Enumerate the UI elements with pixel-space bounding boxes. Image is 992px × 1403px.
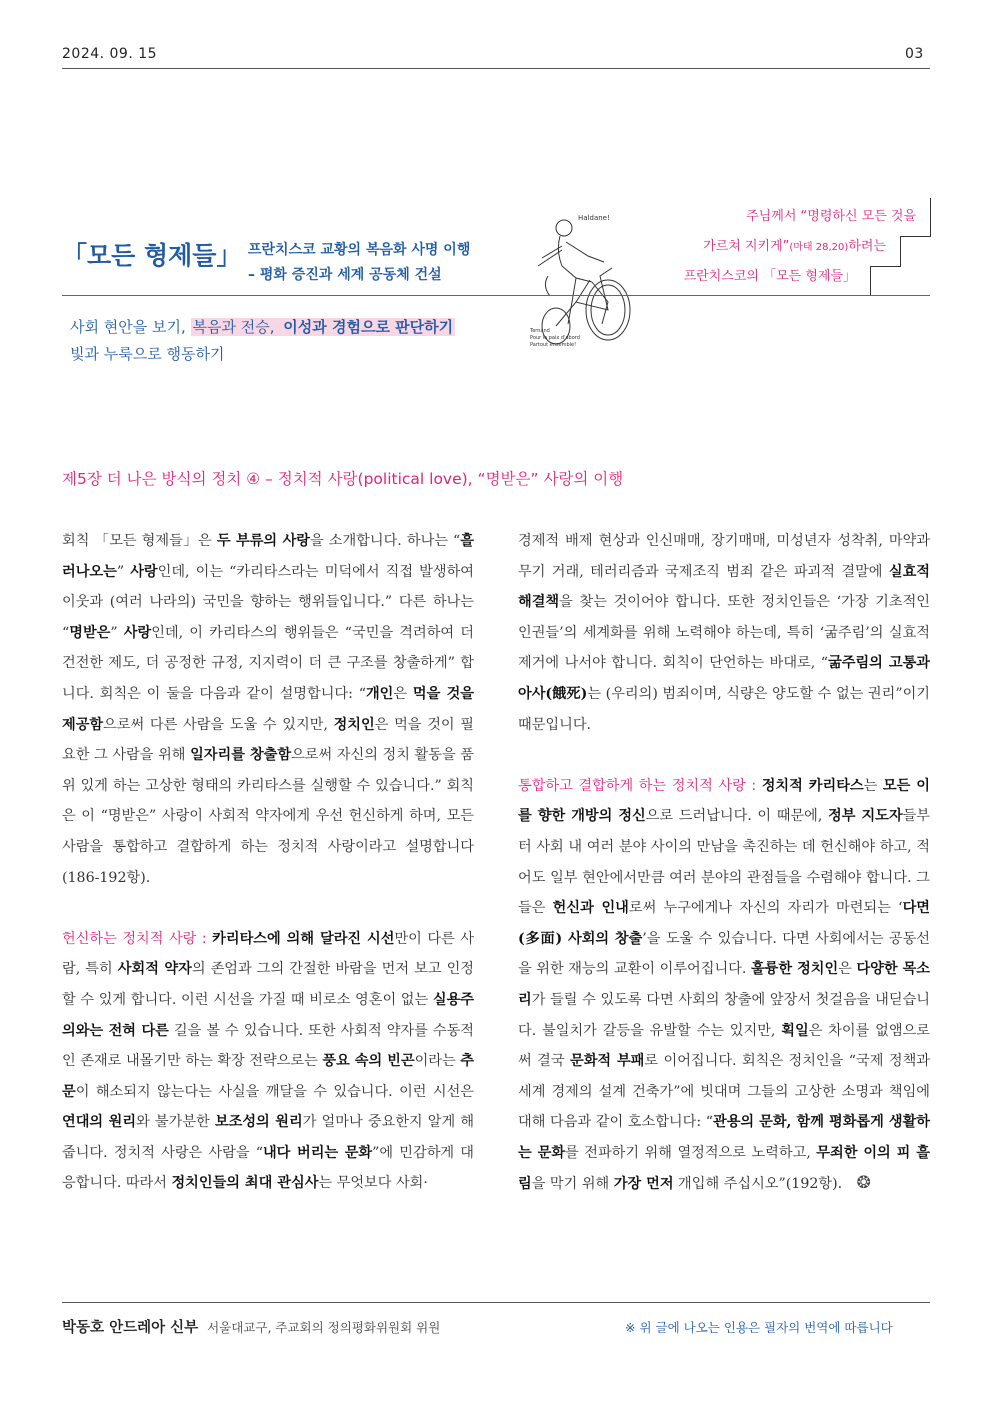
illus-label-top: Haldane! — [578, 214, 610, 222]
body-text: 경제적 배제 현상과 인신매매, 장기매매, 미성년자 성착취, 마약과 무기 거래, 테러리즘과 국제조직 범죄 같은 파괴적 결말에 — [518, 533, 930, 580]
emphasis-text: 획일 — [781, 1022, 809, 1039]
paragraph-two-loves — [62, 526, 474, 893]
emphasis-text: 추문 — [62, 1053, 474, 1100]
emphasis-text: 다양한 목소리 — [518, 961, 930, 1008]
cyclist-illustration — [530, 206, 646, 348]
stair-text-3: 프란치스코의 「모든 형제들」 — [683, 269, 856, 284]
emphasis-text: 정치인들의 최대 관심사 — [171, 1175, 319, 1192]
series-subtitle — [248, 238, 470, 288]
emphasis-text: 내다 버리는 문화 — [262, 1144, 373, 1161]
emphasis-text: 굶주림의 고통과 아사(餓死) — [518, 655, 930, 702]
body-text: ” — [110, 624, 124, 641]
tagline-line-2: 빛과 누룩으로 행동하기 — [70, 345, 225, 363]
bible-reference: (마태 28,20) — [789, 242, 849, 253]
author-description: 서울대교구, 주교회의 정의평화위원회 위원 — [207, 1320, 441, 1335]
stair-text-2-main: 가르쳐 지키게” — [703, 239, 790, 254]
subtitle-line-2: – 평화 증진과 세계 공동체 건설 — [248, 267, 442, 283]
end-mark-icon: ❂ — [856, 1173, 871, 1194]
body-text: 로 이어집니다. 회칙은 정치인을 “국제 정책과 세계 경제의 설계 건축가”에 빗대며 그들의 고상한 소명과 책임에 대해 다음과 같이 호소합니다: “ — [518, 1053, 930, 1131]
header-rule — [62, 295, 930, 296]
emphasis-text: 헌신과 인내 — [552, 900, 629, 917]
translation-note: ※ 위 글에 나오는 인용은 필자의 번역에 따릅니다 — [625, 1320, 893, 1335]
footer-rule — [62, 1302, 930, 1303]
body-text: 으로써 자신의 정치 활동을 품위 있게 하는 고상한 형태의 카리타스를 실행할 수 있습니다.” 회칙은 이 “명받은” 사랑이 사회적 약자에게 우선 헌신하게 하며, 모든 사람을 통합하고 결합하게 하는 정치적 사랑이라고 설명합니다(186-192항). — [62, 747, 474, 886]
body-text: 만이 다른 사람, 특히 — [62, 930, 474, 978]
paragraph-continued — [518, 526, 930, 740]
stair-rule — [930, 198, 931, 236]
emphasis-text: 문화적 부패 — [569, 1053, 645, 1070]
body-text: 은 먹을 것이 필요한 그 사람을 위해 — [62, 716, 474, 764]
emphasis-text: 사랑 — [130, 563, 158, 580]
emphasis-text: 풍요 속의 빈곤 — [322, 1053, 415, 1070]
emphasis-text: 관용의 문화, 함께 평화롭게 생활하는 문화 — [518, 1114, 930, 1161]
body-text: 의 존엄과 그의 간절한 바람을 먼저 보고 인정할 수 있게 합니다. 이런 시선을 가질 때 비로소 영혼이 없는 — [62, 961, 475, 1008]
page-number: 03 — [905, 46, 924, 62]
body-text: 로써 누구에게나 자신의 자리가 마련되는 ‘ — [628, 900, 903, 917]
emphasis-text: 사랑 — [123, 624, 152, 641]
stair-text-1: 주님께서 “명령하신 모든 것을 — [746, 209, 916, 224]
emphasis-text: 훌륭한 정치인 — [750, 961, 839, 978]
body-text: 은 — [838, 961, 857, 978]
stair-text-2-tail: 하려는 — [848, 239, 886, 254]
body-text: 은 — [393, 685, 413, 702]
stair-rule — [870, 266, 871, 295]
emphasis-text: 보조성의 원리 — [214, 1114, 303, 1131]
right-column — [518, 526, 930, 1200]
emphasis-text: 실효적 해결책 — [518, 563, 930, 611]
body-text: 개입해 주십시오”(192항). — [673, 1176, 843, 1193]
body-text: 인데, 이는 “카리타스라는 미덕에서 직접 발생하여 이웃과 (여러 나라의) 국민을 향하는 행위들입니다.” 다른 하나는 “ — [62, 563, 474, 641]
author-credit — [62, 1316, 440, 1337]
emphasis-text: 무죄한 이의 피 흘림 — [518, 1144, 930, 1193]
body-text: ’을 도울 수 있습니다. 다면 사회에서는 공동선을 위한 재능의 교환이 이루어집니다. — [518, 930, 930, 978]
emphasis-text: 먹을 것을 제공함 — [62, 685, 474, 733]
emphasis-text: 다면(多面) 사회의 창출 — [518, 900, 930, 947]
body-text: 는 — [863, 777, 883, 794]
tagline-part-3: 이성과 경험으로 판단하기 — [283, 318, 454, 336]
stair-rule — [900, 236, 901, 266]
issue-date: 2024. 09. 15 — [62, 46, 158, 62]
emphasis-text: 연대의 원리 — [62, 1114, 137, 1131]
subtitle-line-1: 프란치스코 교황의 복음화 사명 이행 — [248, 242, 471, 258]
tagline-part-1: 사회 현안을 보기, — [70, 318, 191, 336]
body-text: 이 해소되지 않는다는 사실을 깨달을 수 있습니다. 이런 시선은 — [75, 1083, 474, 1100]
body-text: 를 전파하기 위해 열정적으로 노력하고, — [565, 1144, 817, 1161]
body-text: 들부터 사회 내 여러 분야 사이의 만남을 촉진하는 데 헌신해야 하고, 적어도 일부 현안에서만큼 여러 분야의 관점들을 수렴해야 합니다. 그들은 — [518, 808, 930, 917]
body-text: 는 무엇보다 사회· — [318, 1175, 428, 1192]
body-text: 이라는 — [414, 1053, 461, 1070]
tagline-line-1 — [70, 312, 455, 342]
emphasis-text: 사회적 약자 — [117, 961, 192, 978]
body-text: 는 (우리의) 범죄이며, 식량은 양도할 수 없는 권리”이기 때문입니다. — [518, 685, 930, 733]
emphasis-text: 두 부류의 사랑 — [216, 533, 311, 549]
stair-text-2 — [703, 235, 886, 254]
body-text: 으로 드러납니다. 이 때문에, — [645, 808, 828, 825]
illus-label-bottom-2: Pour la paix d'abord — [530, 335, 580, 341]
emphasis-text: 가장 먼저 — [613, 1176, 674, 1193]
body-text: 회칙 「모든 형제들」은 — [62, 533, 217, 549]
subheading-uniting-love: 통합하고 결합하게 하는 정치적 사랑 : — [518, 777, 762, 794]
body-text: 가 들릴 수 있도록 다면 사회의 창출에 앞장서 첫걸음을 내딛습니다. 불일치가 갈등을 유발할 수는 있지만, — [518, 991, 930, 1039]
body-text: ” — [116, 563, 131, 580]
subheading-devoted-love: 헌신하는 정치적 사랑 : — [62, 930, 213, 947]
tagline-part-2: 복음과 전승, — [192, 318, 280, 336]
body-text: 와 불가분한 — [136, 1114, 215, 1131]
emphasis-text: 정치적 카리타스 — [761, 777, 864, 794]
body-text: 을 찾는 것이어야 합니다. 또한 정치인들은 ‘가장 기초적인 인권들’의 세계화를 위해 노력해야 하는데, 특히 ‘굶주림’의 실효적 제거에 나서야 합니다. 회칙이 단언하는 바대로, “ — [518, 594, 930, 672]
body-text: 가 얼마나 중요한지 알게 해줍니다. 정치적 사랑은 사람을 “ — [62, 1114, 475, 1161]
paragraph-uniting-love — [518, 771, 930, 1200]
emphasis-text: 카리타스에 의해 달라진 시선 — [212, 930, 395, 947]
stair-rule — [900, 236, 931, 237]
paragraph-devoted-love — [62, 924, 474, 1199]
illus-label-bottom-3: Partout ensemble! — [530, 342, 577, 348]
body-text: 으로써 다른 사람을 도울 수 있지만, — [103, 716, 334, 733]
body-text: 을 막기 위해 — [531, 1176, 614, 1193]
left-column — [62, 526, 474, 1199]
emphasis-text: 개인 — [365, 685, 394, 702]
emphasis-text: 모든 이를 향한 개방의 정신 — [518, 777, 930, 825]
top-rule — [62, 68, 930, 69]
emphasis-text: 명받은 — [69, 624, 111, 641]
body-text: 을 소개합니다. 하나는 “ — [310, 533, 461, 549]
author-name: 박동호 안드레아 신부 — [62, 1320, 199, 1336]
emphasis-text: 일자리를 창출함 — [190, 747, 292, 764]
series-title: 「모든 형제들」 — [62, 241, 242, 270]
body-text: 인데, 이 카리타스의 행위들은 “국민을 격려하여 더 건전한 제도, 더 공정한 규정, 지지력이 더 큰 구조를 창출하게” 합니다. 회칙은 이 둘을 다음과 같이 설명합니다: “ — [62, 624, 474, 702]
illus-label-bottom-1: Ternand — [530, 328, 550, 334]
body-text: 길을 볼 수 있습니다. 또한 사회적 약자를 수동적인 존재로 내몰기만 하는 확장 전략으로는 — [62, 1022, 474, 1070]
body-text: ”에 민감하게 대응합니다. 따라서 — [62, 1144, 474, 1192]
emphasis-text: 실용주의와는 전혀 다른 — [62, 991, 474, 1039]
emphasis-text: 흘러나오는 — [62, 533, 475, 580]
chapter-heading: 제5장 더 나은 방식의 정치 ④ – 정치적 사랑(political love), “명받은” 사랑의 이행 — [62, 470, 624, 488]
emphasis-text: 정부 지도자 — [828, 808, 903, 825]
stair-rule — [870, 266, 901, 267]
emphasis-text: 정치인 — [333, 716, 375, 733]
body-text: 은 차이를 없앰으로써 결국 — [518, 1022, 930, 1070]
